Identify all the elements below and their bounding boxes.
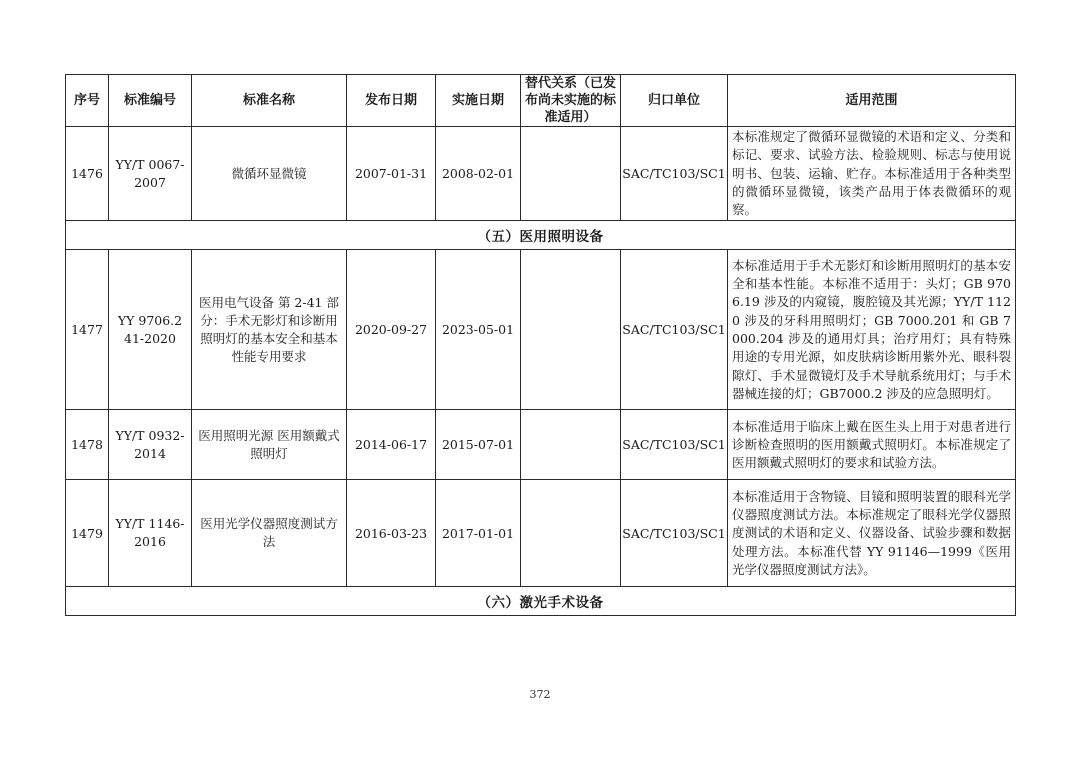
cell-no: 1477 (66, 250, 109, 410)
cell-code: YY/T 0932-2014 (109, 410, 192, 480)
cell-implement-date: 2017-01-01 (436, 480, 521, 587)
cell-unit: SAC/TC103/SC1 (621, 127, 728, 221)
cell-implement-date: 2008-02-01 (436, 127, 521, 221)
cell-publish-date: 2016-03-23 (347, 480, 436, 587)
cell-unit: SAC/TC103/SC1 (621, 250, 728, 410)
header-name: 标准名称 (192, 75, 347, 127)
cell-code: YY 9706.241-2020 (109, 250, 192, 410)
section-heading: （五）医用照明设备 (66, 221, 1016, 250)
header-implement-date: 实施日期 (436, 75, 521, 127)
header-code: 标准编号 (109, 75, 192, 127)
cell-name: 医用光学仪器照度测试方法 (192, 480, 347, 587)
section-heading-row (66, 587, 1016, 616)
header-scope: 适用范围 (728, 75, 1016, 127)
cell-name: 医用照明光源 医用额戴式照明灯 (192, 410, 347, 480)
header-no: 序号 (66, 75, 109, 127)
cell-publish-date: 2007-01-31 (347, 127, 436, 221)
header-publish-date: 发布日期 (347, 75, 436, 127)
table-header-row (66, 75, 1016, 127)
header-unit: 归口单位 (621, 75, 728, 127)
cell-no: 1476 (66, 127, 109, 221)
cell-replacement (521, 250, 621, 410)
cell-unit: SAC/TC103/SC1 (621, 480, 728, 587)
table-row (66, 480, 1016, 587)
cell-no: 1479 (66, 480, 109, 587)
section-heading: （六）激光手术设备 (66, 587, 1016, 616)
cell-scope: 本标准适用于含物镜、目镜和照明装置的眼科光学仪器照度测试方法。本标准规定了眼科光学仪器照度测试的术语和定义、仪器设备、试验步骤和数据处理方法。本标准代替 YY 91146—1999《医用光学仪器照度测试方法》。 (728, 480, 1016, 587)
cell-implement-date: 2023-05-01 (436, 250, 521, 410)
cell-replacement (521, 127, 621, 221)
cell-no: 1478 (66, 410, 109, 480)
table-row (66, 250, 1016, 410)
table-row (66, 410, 1016, 480)
cell-replacement (521, 480, 621, 587)
cell-publish-date: 2020-09-27 (347, 250, 436, 410)
cell-scope: 本标准适用于临床上戴在医生头上用于对患者进行诊断检查照明的医用额戴式照明灯。本标准规定了医用额戴式照明灯的要求和试验方法。 (728, 410, 1016, 480)
cell-implement-date: 2015-07-01 (436, 410, 521, 480)
section-heading-row (66, 221, 1016, 250)
page-number: 372 (529, 688, 551, 701)
cell-publish-date: 2014-06-17 (347, 410, 436, 480)
header-replacement: 替代关系（已发布尚未实施的标准适用） (521, 75, 621, 127)
table-row (66, 127, 1016, 221)
cell-name: 微循环显微镜 (192, 127, 347, 221)
cell-name: 医用电气设备 第 2-41 部分：手术无影灯和诊断用照明灯的基本安全和基本性能专用要求 (192, 250, 347, 410)
standards-table (65, 74, 1016, 616)
cell-replacement (521, 410, 621, 480)
cell-code: YY/T 1146-2016 (109, 480, 192, 587)
cell-scope: 本标准规定了微循环显微镜的术语和定义、分类和标记、要求、试验方法、检验规则、标志与使用说明书、包装、运输、贮存。本标准适用于各种类型的微循环显微镜，该类产品用于体表微循环的观察。 (728, 127, 1016, 221)
cell-scope: 本标准适用于手术无影灯和诊断用照明灯的基本安全和基本性能。本标准不适用于：头灯；GB 9706.19 涉及的内窥镜，腹腔镜及其光源；YY/T 1120 涉及的牙科用照明灯；GB 7000.201 和 GB 7000.204 涉及的通用灯具；治疗用灯；具有特殊用途的专用光源，如皮肤病诊断用紫外光、眼科裂隙灯、手术显微镜灯及手术导航系统用灯；与手术器械连接的灯；GB7000.2 涉及的应急照明灯。 (728, 250, 1016, 410)
cell-code: YY/T 0067-2007 (109, 127, 192, 221)
cell-unit: SAC/TC103/SC1 (621, 410, 728, 480)
